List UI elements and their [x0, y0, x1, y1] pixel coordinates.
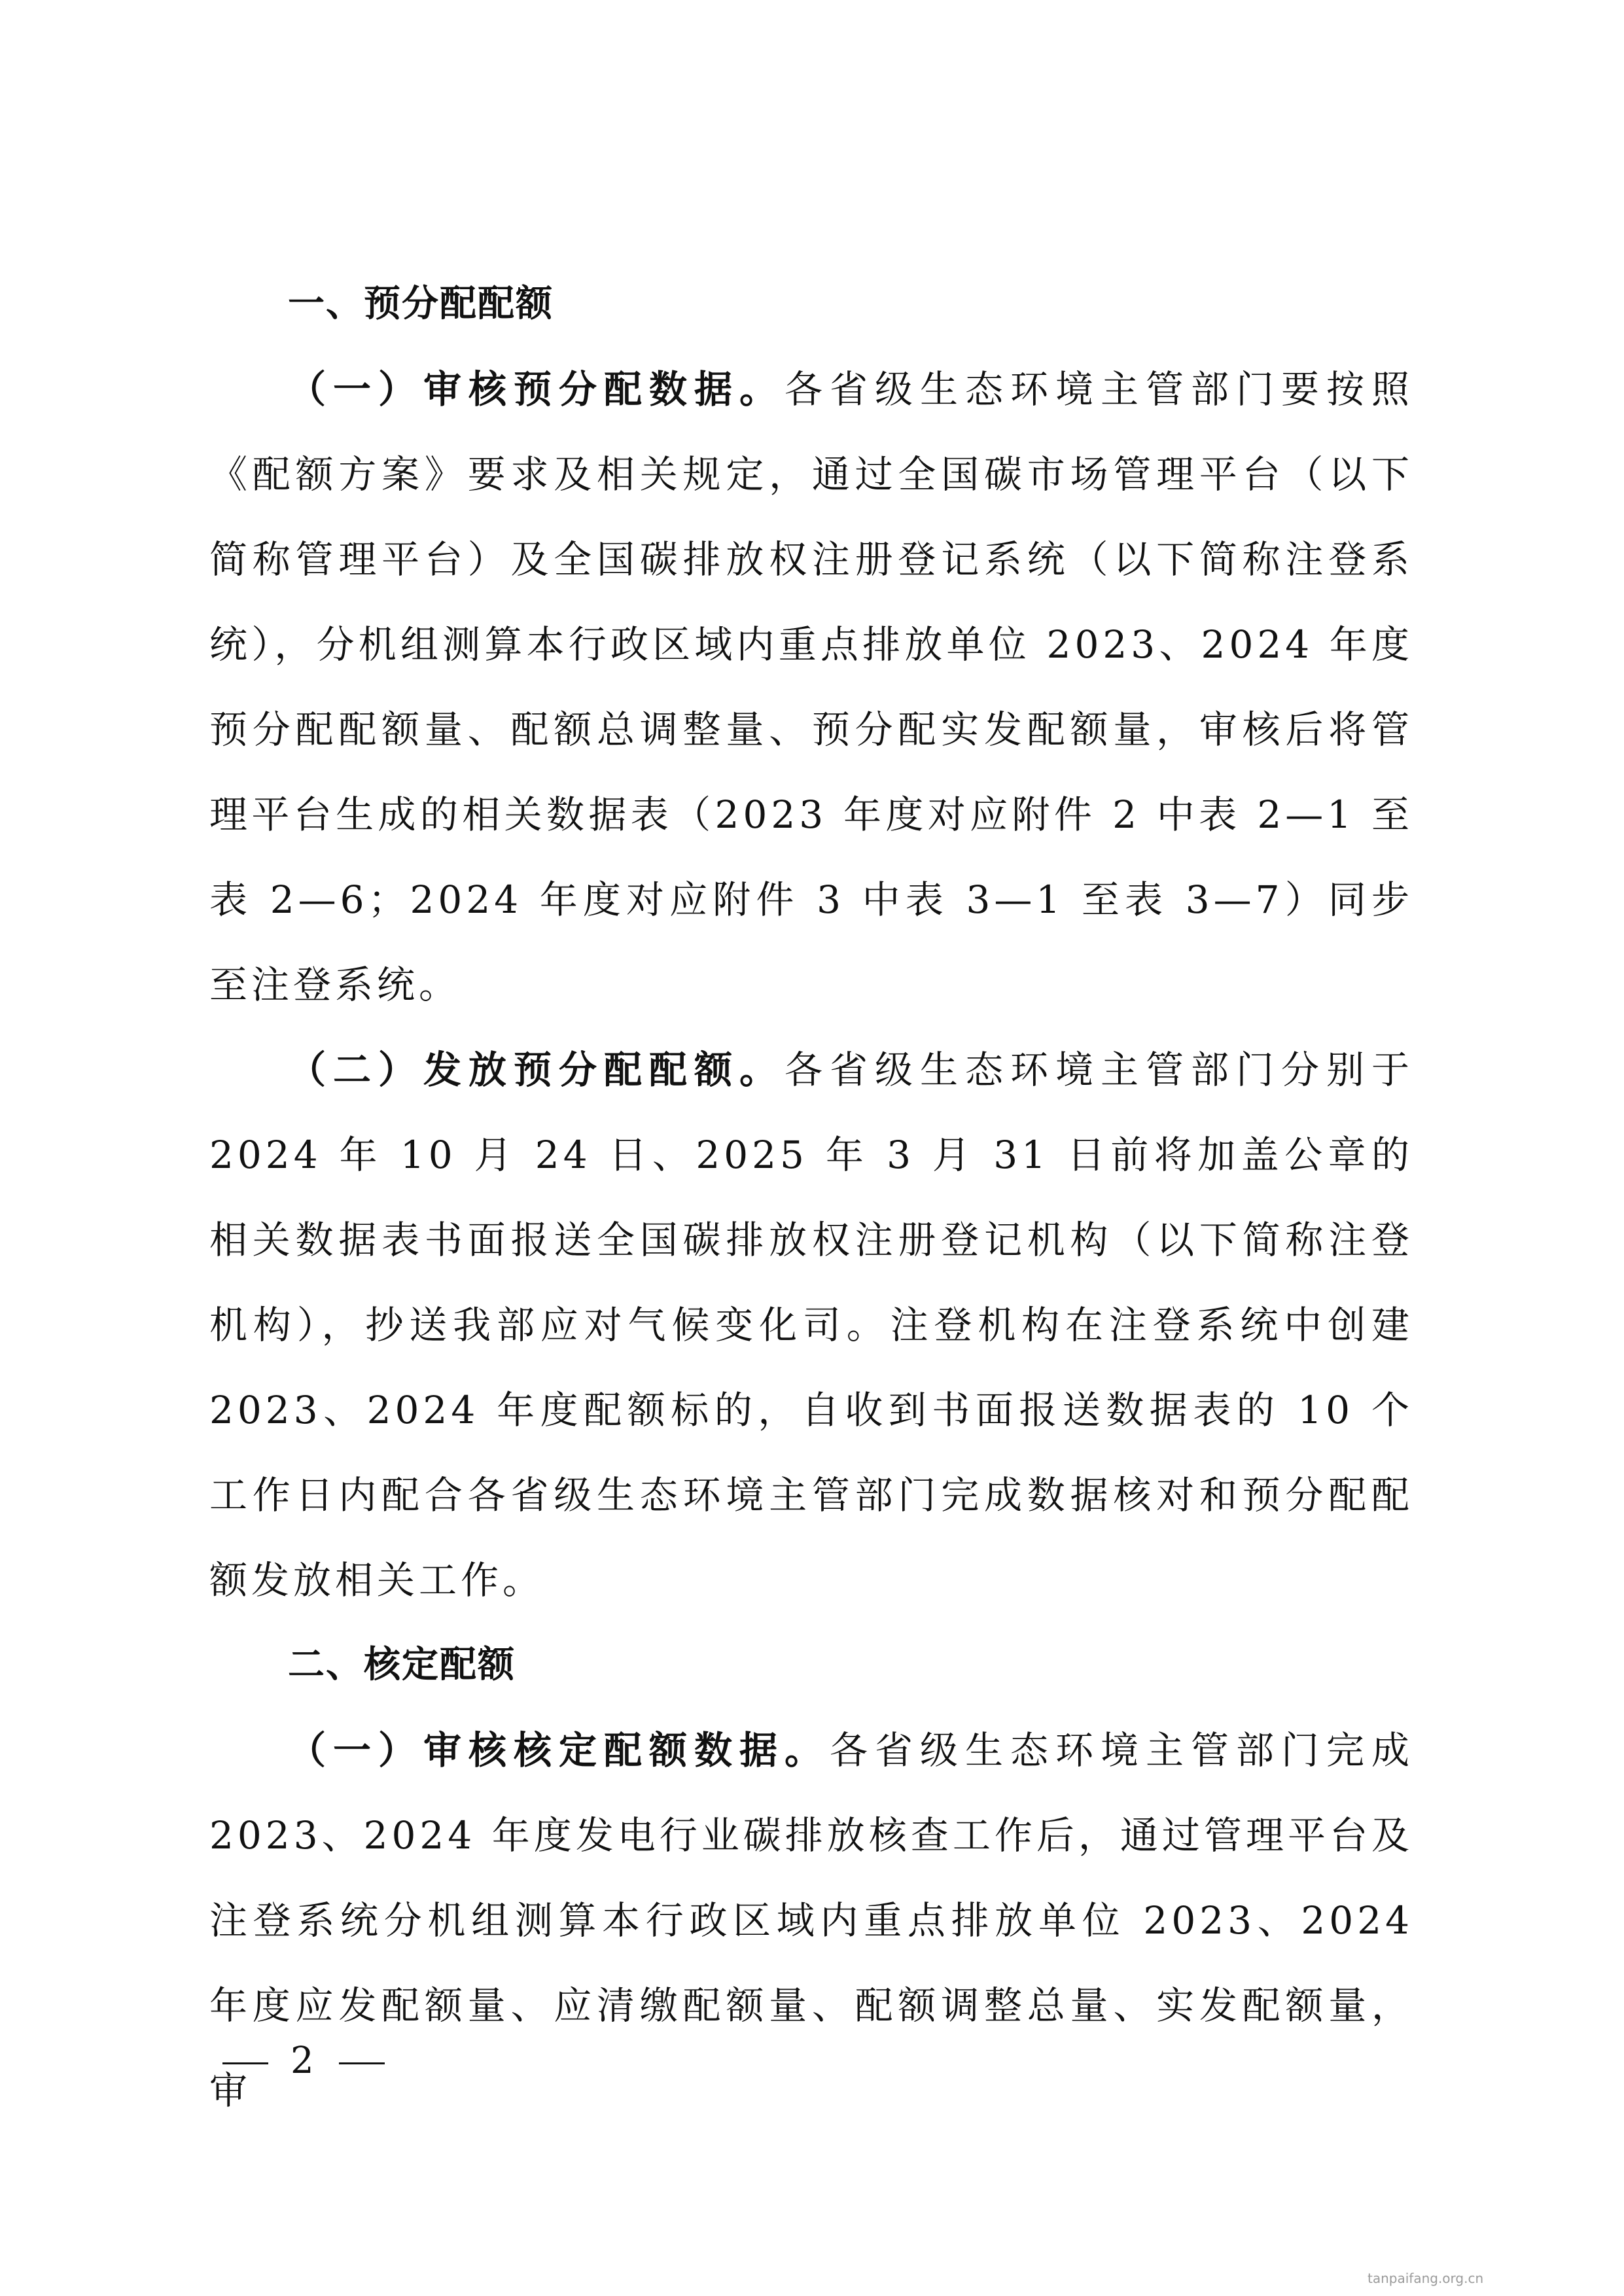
page-number-dash-left: [222, 2062, 268, 2064]
paragraph-2-lead: （二）发放预分配配额。: [288, 1048, 785, 1092]
document-page: [209, 262, 1413, 2133]
paragraph-1-lead: （一）审核预分配数据。: [288, 367, 785, 412]
section-heading-2: 二、核定配额: [288, 1644, 516, 1686]
watermark: tanpaifang.org.cn: [1368, 2270, 1484, 2286]
page-number-dash-right: [339, 2062, 385, 2064]
paragraph-3-lead: （一）审核核定配额数据。: [288, 1728, 830, 1773]
paragraph-1: [209, 347, 1413, 1027]
page-number-value: 2: [291, 2040, 317, 2082]
page-number: [222, 2035, 385, 2087]
paragraph-2-text: 各省级生态环境主管部门分别于 2024 年 10 月 24 日、2025 年 3 月 31 日前将加盖公章的相关数据表书面报送全国碳排放权注册登记机构（以下简称注登机构），抄送我部应对气候变化司。注登机构在注登系统中创建 2023、2024 年度配额标的，自收到书面报送数据表的 10 个工作日内配合各省级生态环境主管部门完成数据核对和预分配配额发放相关工作。: [209, 1048, 1413, 1602]
paragraph-1-text: 各省级生态环境主管部门要按照《配额方案》要求及相关规定，通过全国碳市场管理平台（以下简称管理平台）及全国碳排放权注册登记系统（以下简称注登系统），分机组测算本行政区域内重点排放单位 2023、2024 年度预分配配额量、配额总调整量、预分配实发配额量，审核后将管理平台生成的相关数据表（2023 年度对应附件 2 中表 2—1 至表 2—6；2024 年度对应附件 3 中表 3—1 至表 3—7）同步至注登系统。: [209, 367, 1413, 1007]
section-heading-1: 一、预分配配额: [288, 283, 554, 325]
paragraph-3: [209, 1708, 1413, 2133]
paragraph-3-text: 各省级生态环境主管部门完成 2023、2024 年度发电行业碳排放核查工作后，通过管理平台及注登系统分机组测算本行政区域内重点排放单位 2023、2024 年度应发配额量、应清缴配额量、配额调整总量、实发配额量，审: [209, 1728, 1413, 2113]
paragraph-2: [209, 1027, 1413, 1623]
